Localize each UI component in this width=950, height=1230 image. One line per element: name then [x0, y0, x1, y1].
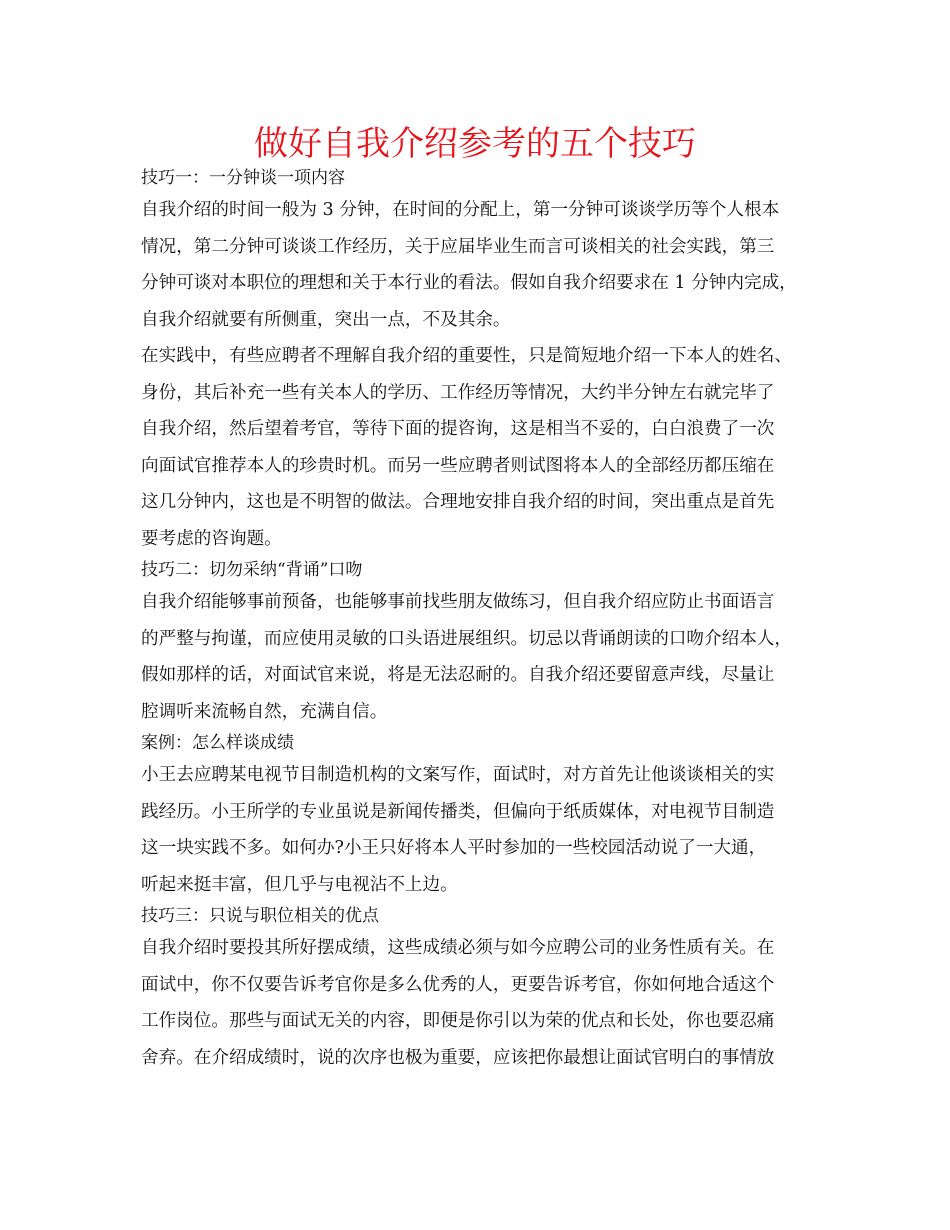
paragraph-line: 的严整与拘谨，而应使用灵敏的口头语进展组织。切忌以背诵朗读的口吻介绍本人， — [141, 628, 792, 649]
paragraph-line: 工作岗位。那些与面试无关的内容，即便是你引以为荣的优点和长处，你也要忍痛 — [141, 1011, 775, 1031]
section-heading: 技巧一：一分钟谈一项内容 — [141, 168, 345, 188]
paragraph-line: 在实践中，有些应聘者不理解自我介绍的重要性，只是简短地介绍一下本人的姓名、 — [141, 346, 792, 366]
paragraph-line: 向面试官推荐本人的珍贵时机。而另一些应聘者则试图将本人的全部经历都压缩在 — [141, 455, 775, 476]
document-body — [141, 165, 821, 1076]
paragraph-line: 身份，其后补充一些有关本人的学历、工作经历等情况，大约半分钟左右就完毕了 — [141, 382, 775, 403]
paragraph-line: 腔调听来流畅自然，充满自信。 — [141, 701, 388, 722]
paragraph-line: 自我介绍能够事前预备，也能够事前找些朋友做练习，但自我介绍应防止书面语言 — [141, 592, 775, 612]
paragraph-line: 这一块实践不多。如何办?小王只好将本人平时参加的一些校园活动说了一大通， — [141, 838, 767, 858]
section-heading: 技巧二：切勿采纳“背诵”口吻 — [141, 560, 363, 580]
paragraph-line: 自我介绍的时间一般为 3 分钟，在时间的分配上，第一分钟可谈谈学历等个人根本 — [141, 200, 780, 220]
paragraph-line: 要考虑的咨询题。 — [141, 528, 282, 549]
section-heading: 技巧三：只说与职位相关的优点 — [141, 906, 379, 926]
paragraph-line: 面试中，你不仅要告诉考官你是多么优秀的人，更要告诉考官，你如何地合适这个 — [141, 974, 775, 995]
document-title: 做好自我介绍参考的五个技巧 — [254, 124, 696, 164]
paragraph-line: 分钟可谈对本职位的理想和关于本行业的看法。假如自我介绍要求在 1 分钟内完成， — [141, 273, 797, 293]
paragraph-line: 这几分钟内，这也是不明智的做法。合理地安排自我介绍的时间，突出重点是首先 — [141, 492, 775, 512]
paragraph — [141, 584, 821, 730]
paragraph-line: 舍弃。在介绍成绩时，说的次序也极为重要，应该把你最想让面试官明白的事情放 — [141, 1047, 775, 1068]
paragraph-line: 践经历。小王所学的专业虽说是新闻传播类，但偏向于纸质媒体，对电视节目制造 — [141, 801, 775, 822]
paragraph — [141, 930, 821, 1076]
paragraph-line: 假如那样的话，对面试官来说，将是无法忍耐的。自我介绍还要留意声线，尽量让 — [141, 665, 775, 685]
paragraph-line: 小王去应聘某电视节目制造机构的文案写作，面试时，对方首先让他谈谈相关的实 — [141, 765, 775, 785]
paragraph-line: 情况，第二分钟可谈谈工作经历，关于应届毕业生而言可谈相关的社会实践，第三 — [141, 236, 775, 257]
paragraph-line: 听起来挺丰富，但几乎与电视沾不上边。 — [141, 874, 458, 895]
paragraph — [141, 338, 821, 557]
paragraph-line: 自我介绍时要投其所好摆成绩，这些成绩必须与如今应聘公司的业务性质有关。在 — [141, 938, 775, 958]
paragraph-line: 自我介绍，然后望着考官，等待下面的提咨询，这是相当不妥的，白白浪费了一次 — [141, 419, 775, 439]
section-heading: 案例：怎么样谈成绩 — [141, 733, 294, 753]
paragraph — [141, 757, 821, 903]
paragraph — [141, 192, 821, 338]
paragraph-line: 自我介绍就要有所侧重，突出一点，不及其余。 — [141, 309, 511, 330]
